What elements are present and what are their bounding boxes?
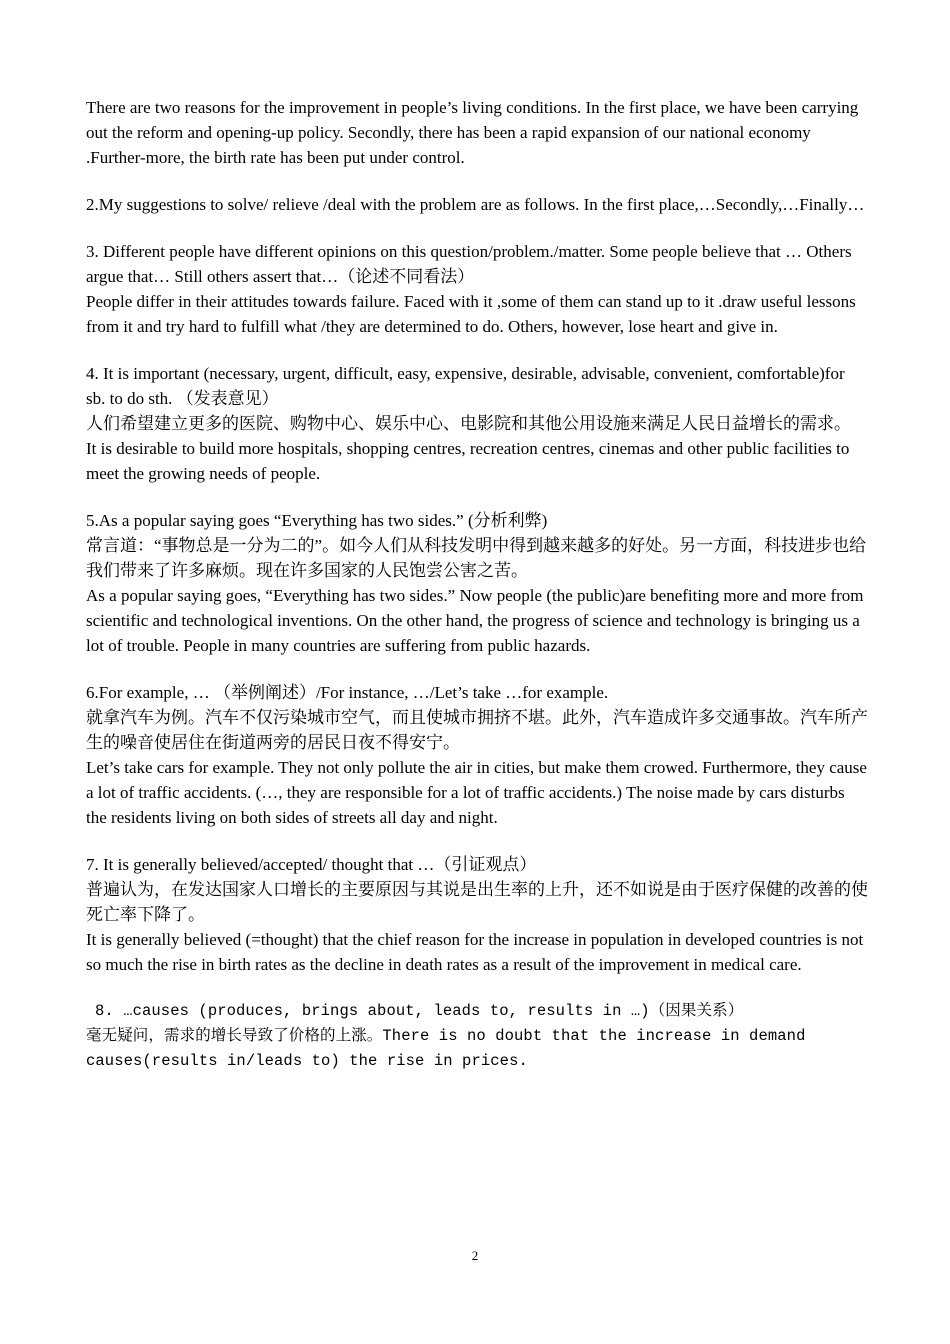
paragraph-suggestions: 2.My suggestions to solve/ relieve /deal with the problem are as follows. In the first place,…Secondly,…Finally… <box>86 195 865 214</box>
section-6-chinese: 就拿汽车为例。汽车不仅污染城市空气，而且使城市拥挤不堪。此外，汽车造成许多交通事故。汽车所产生的噪音使居住在街道两旁的居民日夜不得安宁。 <box>86 708 868 752</box>
section-8-example: 毫无疑问，需求的增长导致了价格的上涨。There is no doubt that the increase in demand causes(results in/leads to) the rise in prices. <box>86 1027 806 1070</box>
page-content <box>86 95 868 1074</box>
page-number: 2 <box>471 1248 479 1263</box>
paragraph-reasons: There are two reasons for the improvement in people’s living conditions. In the first place, we have been carrying out the reform and opening-up policy. Secondly, there has been a rapid expansion of our national economy .Further-more, the birth rate has been put under control. <box>86 98 859 167</box>
paragraph-gap <box>86 217 868 239</box>
paragraph-gap <box>86 977 868 999</box>
section-5-english: As a popular saying goes, “Everything has two sides.” Now people (the public)are benefiting more and more from scientific and technological inventions. On the other hand, the progress of science and technology is bringing us a lot of trouble. People in many countries are suffering from public hazards. <box>86 586 864 655</box>
section-7-english: It is generally believed (=thought) that the chief reason for the increase in population in developed countries is not so much the rise in birth rates as the decline in death rates as a result of the improvement in medical care. <box>86 930 864 974</box>
section-6-english: Let’s take cars for example. They not only pollute the air in cities, but make them crowed. Furthermore, they cause a lot of traffic accidents. (…, they are responsible for a lot of traffic accidents.) The noise made by cars disturbs the residents living on both sides of streets all day and night. <box>86 758 867 827</box>
paragraph-gap <box>86 339 868 361</box>
section-6-heading: 6.For example, … （举例阐述）/For instance, …/Let’s take …for example. <box>86 683 609 702</box>
paragraph-gap <box>86 830 868 852</box>
section-8-heading: 8. …causes (produces, brings about, leads to, results in …)（因果关系） <box>95 1002 744 1020</box>
paragraph-gap <box>86 170 868 192</box>
section-3-example: People differ in their attitudes towards failure. Faced with it ,some of them can stand up to it .draw useful lessons from it and try hard to fulfill what /they are determined to do. Others, however, lose heart and give in. <box>86 292 856 336</box>
section-4-english: It is desirable to build more hospitals, shopping centres, recreation centres, cinemas and other public facilities to meet the growing needs of people. <box>86 439 850 483</box>
paragraph-gap <box>86 658 868 680</box>
section-5-heading: 5.As a popular saying goes “Everything has two sides.” (分析利弊) <box>86 511 548 530</box>
section-3-heading: 3. Different people have different opinions on this question/problem./matter. Some people believe that … Others argue that… Still others assert that…（论述不同看法） <box>86 242 852 286</box>
section-7-heading: 7. It is generally believed/accepted/ thought that …（引证观点） <box>86 855 537 874</box>
section-4-heading: 4. It is important (necessary, urgent, difficult, easy, expensive, desirable, advisable, convenient, comfortable)for sb. to do sth. （发表意见） <box>86 364 845 408</box>
paragraph-gap <box>86 486 868 508</box>
section-7-chinese: 普遍认为，在发达国家人口增长的主要原因与其说是出生率的上升，还不如说是由于医疗保健的改善的使死亡率下降了。 <box>86 880 868 924</box>
section-5-chinese: 常言道：“事物总是一分为二的”。如今人们从科技发明中得到越来越多的好处。另一方面，科技进步也给我们带来了许多麻烦。现在许多国家的人民饱尝公害之苦。 <box>86 536 867 580</box>
section-4-chinese: 人们希望建立更多的医院、购物中心、娱乐中心、电影院和其他公用设施来满足人民日益增长的需求。 <box>86 414 851 433</box>
